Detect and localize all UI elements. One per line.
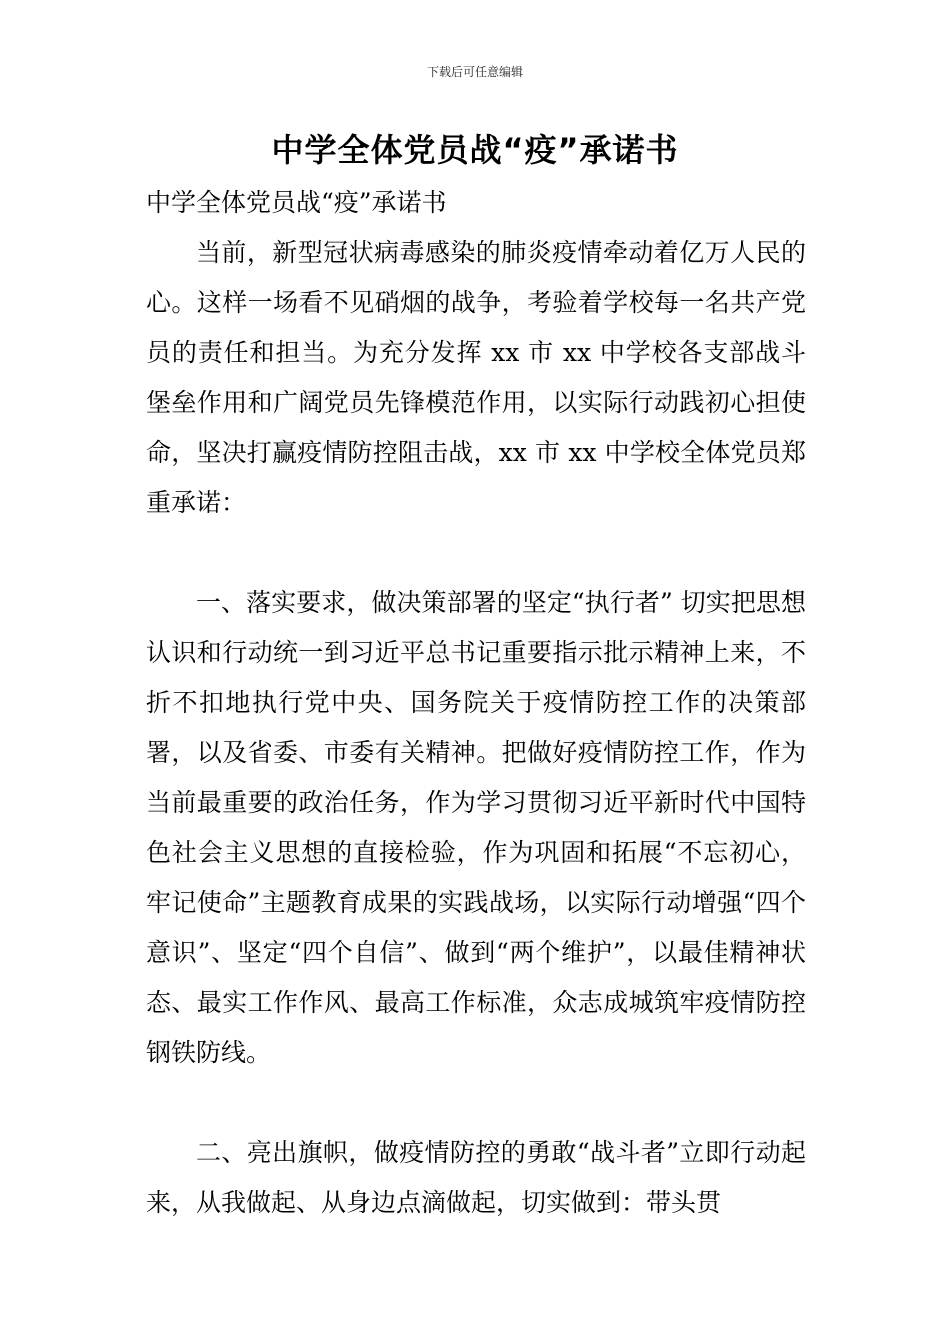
document-body	[146, 178, 806, 1228]
document-title: 中学全体党员战“疫”承诺书	[271, 131, 679, 169]
document-subtitle: 中学全体党员战“疫”承诺书	[146, 188, 447, 217]
paragraph-section-two: 二、亮出旗帜，做疫情防控的勇敢“战斗者”立即行动起来，从我做起、从身边点滴做起，切实做到：带头贯	[146, 1138, 806, 1217]
page-header-note: 下载后可任意编辑	[426, 65, 523, 79]
paragraph-intro: 当前，新型冠状病毒感染的肺炎疫情牵动着亿万人民的心。这样一场看不见硝烟的战争，考验着学校每一名共产党员的责任和担当。为充分发挥 xx 市 xx 中学校各支部战斗堡垒作用和广阔党员先锋模范作用，以实际行动践初心担使命，坚决打赢疫情防控阻击战，xx 市 xx 中学校全体党员郑重承诺：	[146, 238, 806, 517]
paragraph-section-one: 一、落实要求，做决策部署的坚定“执行者” 切实把思想认识和行动统一到习近平总书记重要指示批示精神上来，不折不扣地执行党中央、国务院关于疫情防控工作的决策部署，以及省委、市委有关精神。把做好疫情防控工作，作为当前最重要的政治任务，作为学习贯彻习近平新时代中国特色社会主义思想的直接检验，作为巩固和拓展“不忘初心，牢记使命”主题教育成果的实践战场，以实际行动增强“四个意识”、坚定“四个自信”、做到“两个维护”，以最佳精神状态、最实工作作风、最高工作标准，众志成城筑牢疫情防控钢铁防线。	[146, 588, 806, 1067]
